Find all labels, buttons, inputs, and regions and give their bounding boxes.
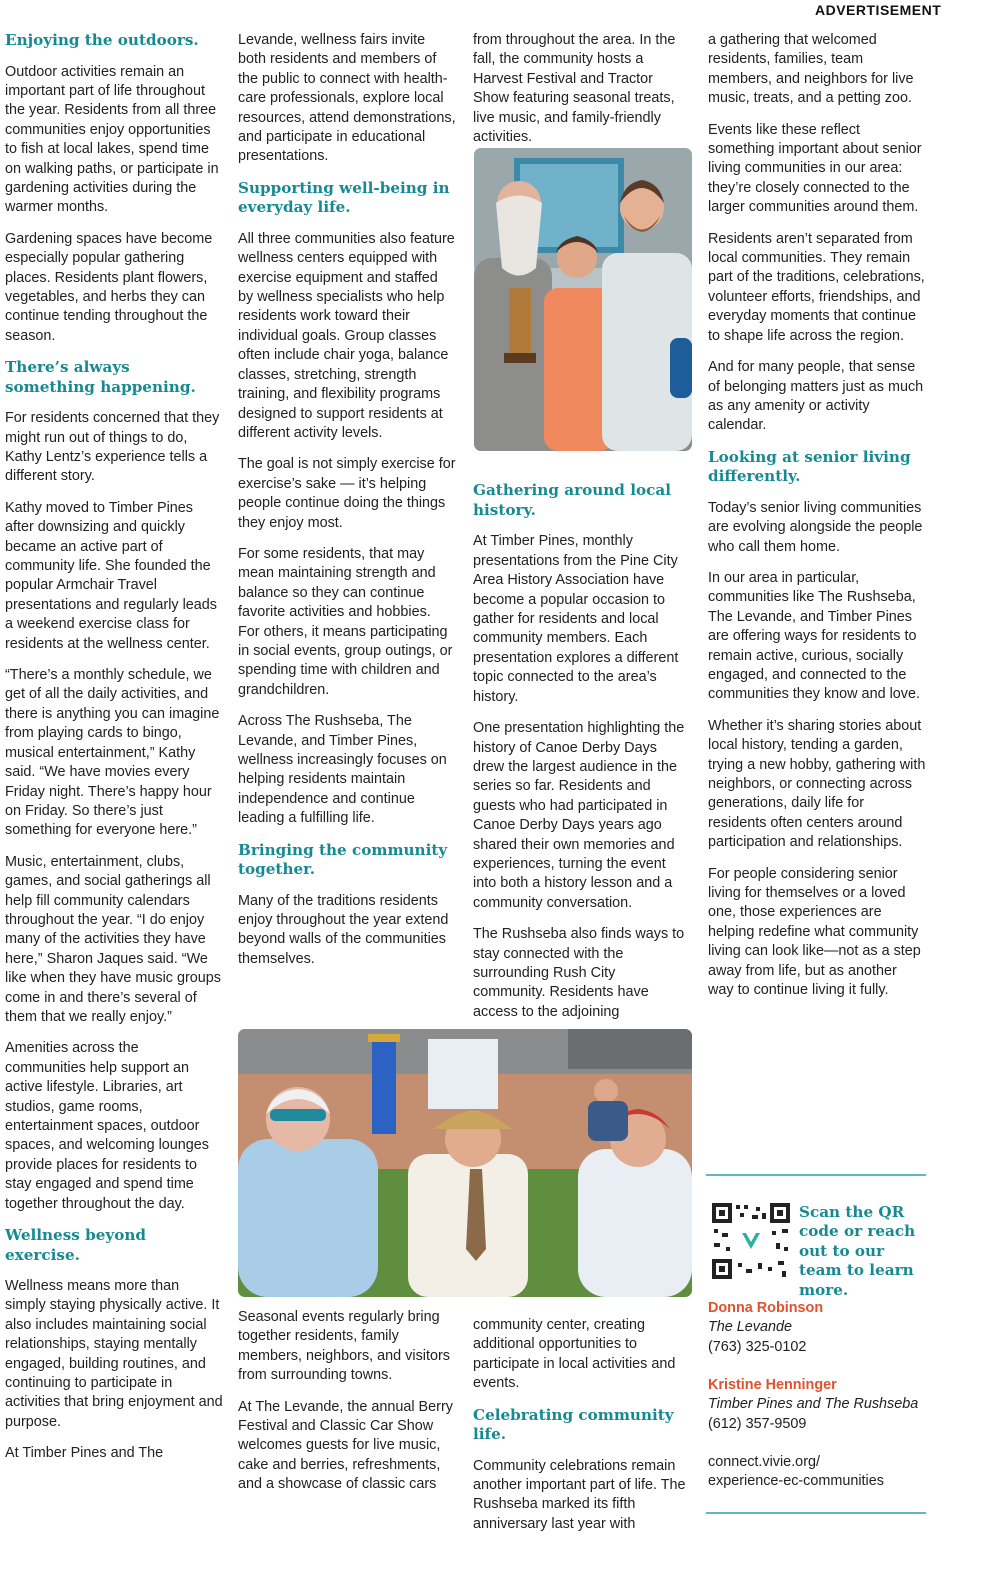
paragraph: Music, entertainment, clubs, games, and social gatherings all help fill community calendars throughout the year. “I do enjoy many of the activities they have here,” Sharon Jaques said. “We like when they have music groups come in and there’s several of them that we really enjoy.”	[5, 853, 221, 1025]
contact-card	[708, 1376, 930, 1434]
article-column-3-lower	[473, 1316, 691, 1546]
url-line: experience-ec-communities	[708, 1473, 884, 1490]
contact-name: Donna Robinson	[708, 1300, 824, 1316]
paragraph: Amenities across the communities help support an active lifestyle. Libraries, art studios, game rooms, entertainment spaces, outdoor spaces, and welcoming lounges provide places for residents to stay engaged and spend time together throughout the day.	[5, 1040, 209, 1212]
paragraph: Residents aren’t separated from local communities. They remain part of the traditions, celebrations, volunteer efforts, friendships, and everyday moments that continue to shape life across the region.	[708, 230, 925, 344]
paragraph: For people considering senior living for themselves or a loved one, those experiences are helping redefine what community living can look like—not as a step away from life, but as another way to continue living it fully.	[708, 865, 921, 999]
paragraph: Whether it’s sharing stories about local history, tending a garden, trying a new hobby, gathering with neighbors, or connecting across generations, daily life for residents often centers around participation and relationships.	[708, 717, 926, 851]
paragraph: At Timber Pines and The	[5, 1445, 164, 1462]
paragraph: All three communities also feature wellness centers equipped with exercise equipment and staffed by wellness specialists who help residents work toward their individual goals. Group classes often include chair yoga, balance classes, stretching, strength training, and flexibility programs designed to support residents at different activity levels.	[238, 230, 455, 441]
paragraph: Gardening spaces have become especially popular gathering places. Residents plant flowers, vegetables, and herbs they can continue tending throughout the season.	[5, 230, 213, 344]
paragraph: At The Levande, the annual Berry Festival and Classic Car Show welcomes guests for live music, cake and berries, refreshments, and a showcase of classic cars	[238, 1398, 453, 1493]
paragraph: from throughout the area. In the fall, the community hosts a Harvest Festival and Tractor Show featuring seasonal treats, live music, and family-friendly activities.	[473, 32, 676, 146]
section-heading: Celebrating community life.	[473, 1405, 674, 1444]
contact-name: Kristine Henninger	[708, 1377, 837, 1393]
article-column-2	[238, 31, 456, 981]
paragraph: At Timber Pines, monthly presentations from the Pine City Area History Association have become a popular occasion to gather for residents and local community members. Each presentation explores a different topic connected to the area’s history.	[473, 533, 679, 705]
contact-card	[708, 1299, 930, 1357]
paragraph: The Rushseba also finds ways to stay connected with the surrounding Rush City community. Residents have access to the adjoining	[473, 926, 685, 1020]
url-line: connect.vivie.org/	[708, 1454, 820, 1470]
section-heading: There’s always something happening.	[5, 358, 196, 396]
paragraph: “There’s a monthly schedule, we get of all the daily activities, and there is anything you can imagine from playing cards to bingo, musical entertainment,” Kathy said. “We have movies every Friday night. There’s happy hour on Friday. So there’s just something for everyone here.”	[5, 667, 220, 839]
contact-phone[interactable]: (612) 357-9509	[708, 1415, 807, 1432]
paragraph: Many of the traditions residents enjoy throughout the year extend beyond walls of the communities themselves.	[238, 892, 449, 967]
paragraph: Seasonal events regularly bring together residents, family members, neighbors, and visitors from surrounding towns.	[238, 1309, 450, 1384]
paragraph: Wellness means more than simply staying physically active. It also includes maintaining social relationships, staying mentally engaged, building routines, and continuing to participate in activities that bring enjoyment and purpose.	[5, 1278, 223, 1430]
contact-location: Timber Pines and The Rushseba	[708, 1396, 919, 1413]
cta-text: Scan the QR code or reach out to our team to learn more.	[799, 1203, 916, 1299]
paragraph: Kathy moved to Timber Pines after downsizing and quickly became an active part of community life. She founded the popular Armchair Travel presentations and regularly leads a weekend exercise class for residents at the wellness center.	[5, 499, 217, 652]
residents-trophy-photo	[474, 148, 692, 451]
website-link[interactable]	[708, 1453, 930, 1492]
paragraph: community center, creating additional opportunities to participate in local activities and events.	[473, 1317, 676, 1392]
paragraph: And for many people, that sense of belonging matters just as much as any amenity or activity calendar.	[708, 359, 924, 434]
paragraph: For some residents, that may mean maintaining strength and balance so they can continue favorite activities and hobbies. For others, it means participating in social events, group outings, or spending time with children and grandchildren.	[238, 545, 453, 698]
section-heading: Enjoying the outdoors.	[5, 31, 199, 49]
contact-location: The Levande	[708, 1319, 793, 1336]
section-heading: Bringing the community together.	[238, 840, 448, 879]
section-heading: Looking at senior living differently.	[708, 447, 911, 486]
qr-code-icon[interactable]	[712, 1203, 790, 1279]
contact-phone[interactable]: (763) 325-0102	[708, 1338, 807, 1355]
article-column-1	[5, 31, 223, 1476]
paragraph: Across The Rushseba, The Levande, and Timber Pines, wellness increasingly focuses on helping residents maintain independence and continue leading a fulfilling life.	[238, 713, 447, 827]
section-heading: Wellness beyond exercise.	[5, 1226, 147, 1264]
divider-bottom	[706, 1512, 926, 1514]
paragraph: Outdoor activities remain an important part of life throughout the year. Residents from all three communities enjoy opportunities to fish at local lakes, spend time on walking paths, or participate in gardening activities during the warmer months.	[5, 63, 219, 216]
paragraph: In our area in particular, communities like The Rushseba, The Levande, and Timber Pines are offering ways for residents to remain active, curious, socially engaged, and connected to the communities they know and love.	[708, 569, 920, 703]
advertisement-label: ADVERTISEMENT	[815, 2, 942, 18]
paragraph: Today’s senior living communities are evolving alongside the people who call them home.	[708, 499, 923, 555]
paragraph: Levande, wellness fairs invite both residents and members of the public to connect with health-care professionals, explore local resources, attend demonstrations, and participate in educational presentations.	[238, 32, 456, 165]
section-heading: Gathering around local history.	[473, 481, 671, 519]
festival-trophy-photo	[238, 1029, 692, 1297]
paragraph: The goal is not simply exercise for exercise’s sake — it’s helping people continue doing the things they enjoy most.	[238, 456, 456, 531]
paragraph: a gathering that welcomed residents, families, team members, and neighbors for live music, treats, and a petting zoo.	[708, 32, 914, 107]
article-column-4	[708, 31, 926, 1012]
divider-top	[706, 1174, 926, 1176]
paragraph: Community celebrations remain another important part of life. The Rushseba marked its fifth anniversary last year with	[473, 1457, 686, 1532]
paragraph: One presentation highlighting the history of Canoe Derby Days drew the largest audience in the series so far. Residents and guests who had participated in Canoe Derby Days years ago shared their own memories and experiences, turning the event into both a history lesson and a community conversation.	[473, 720, 685, 911]
section-heading: Supporting well-being in everyday life.	[238, 178, 450, 217]
article-column-2-lower	[238, 1308, 456, 1507]
paragraph: Events like these reflect something important about senior living communities in our area: they’re closely connected to the larger communities around them.	[708, 121, 922, 216]
paragraph: For residents concerned that they might run out of things to do, Kathy Lentz’s experience tells a different story.	[5, 410, 220, 485]
